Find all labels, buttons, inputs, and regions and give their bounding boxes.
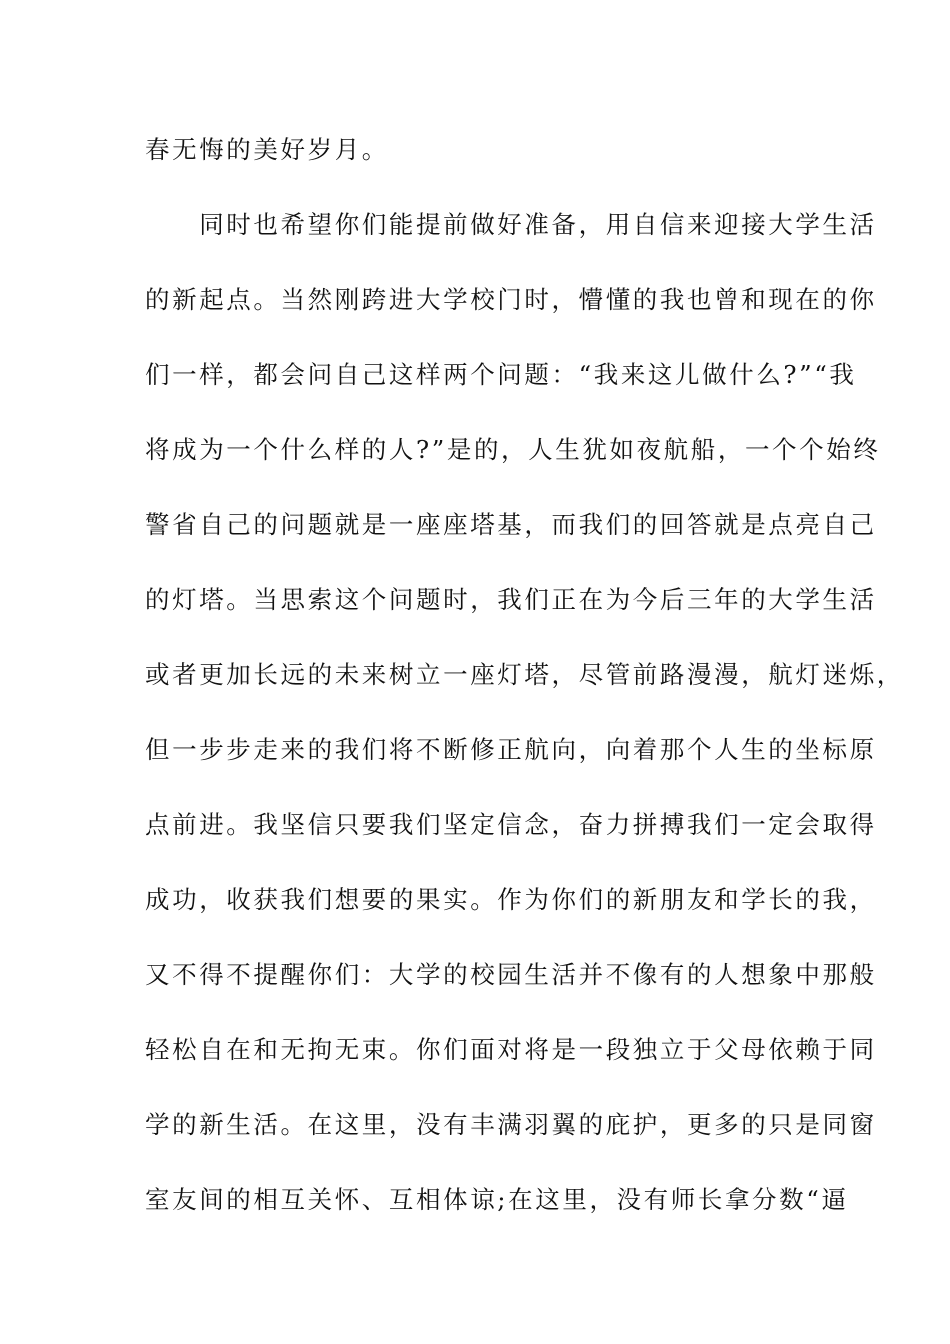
text-line: 警省自己的问题就是一座座塔基，而我们的回答就是点亮自己 [145,510,877,539]
text-line: 室友间的相互关怀、互相体谅;在这里，没有师长拿分数“逼 [145,1185,849,1214]
text-line: 的灯塔。当思索这个问题时，我们正在为今后三年的大学生活 [145,585,877,614]
text-line: 点前进。我坚信只要我们坚定信念，奋力拼搏我们一定会取得 [145,810,877,839]
text-line: 或者更加长远的未来树立一座灯塔，尽管前路漫漫，航灯迷烁， [145,660,904,689]
text-line: 们一样，都会问自己这样两个问题：“我来这儿做什么?”“我 [145,360,857,389]
text-line: 成功，收获我们想要的果实。作为你们的新朋友和学长的我， [145,885,877,914]
text-line: 轻松自在和无拘无束。你们面对将是一段独立于父母依赖于同 [145,1035,877,1064]
text-line: 但一步步走来的我们将不断修正航向，向着那个人生的坐标原 [145,735,877,764]
text-line: 同时也希望你们能提前做好准备，用自信来迎接大学生活 [145,210,877,239]
body-text [145,126,904,1251]
text-line: 又不得不提醒你们：大学的校园生活并不像有的人想象中那般 [145,960,877,989]
text-line: 学的新生活。在这里，没有丰满羽翼的庇护，更多的只是同窗 [145,1110,877,1139]
text-line: 将成为一个什么样的人?”是的，人生犹如夜航船，一个个始终 [145,435,881,464]
text-line: 春无悔的美好岁月。 [145,135,389,164]
text-line: 的新起点。当然刚跨进大学校门时，懵懂的我也曾和现在的你 [145,285,877,314]
